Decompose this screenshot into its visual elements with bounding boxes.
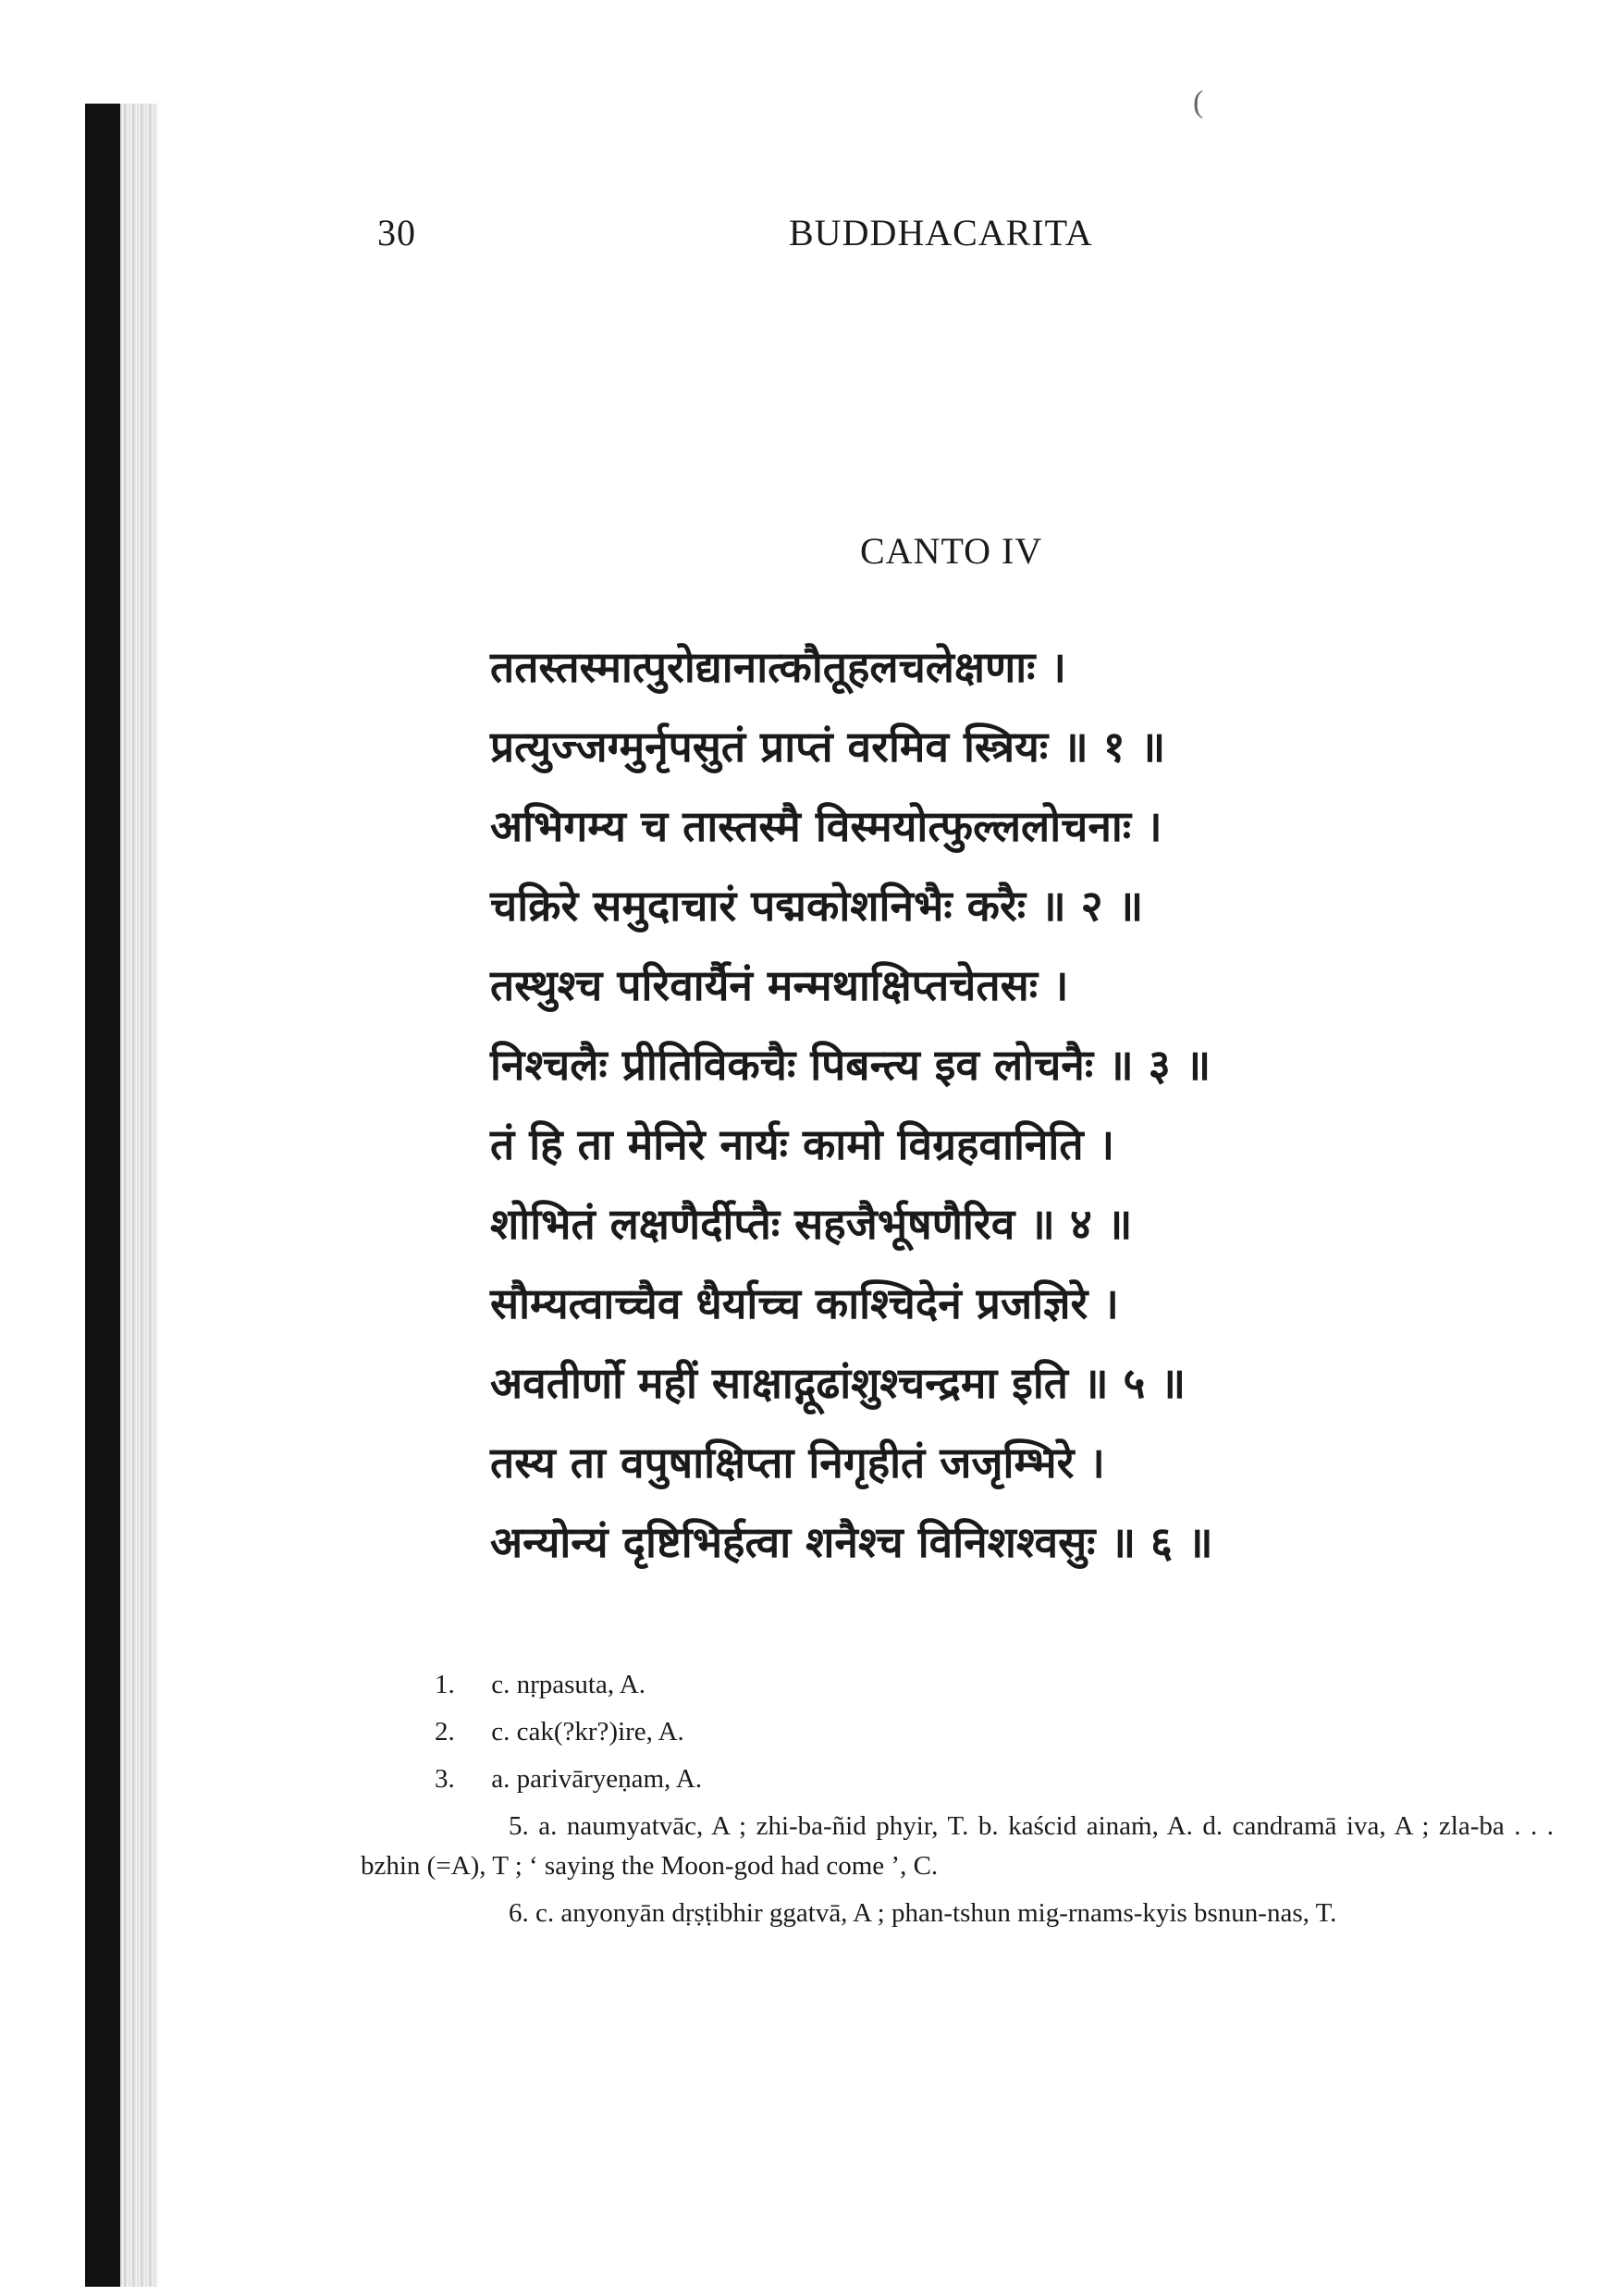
canto-title: CANTO IV — [860, 530, 1043, 572]
stray-mark: ( — [1193, 85, 1204, 119]
footnote — [361, 1807, 1554, 1886]
footnotes — [361, 1665, 1554, 1941]
footnote-text: c. anyonyān dṛṣṭibhir ggatvā, A ; phan-tshun mig-rnams-kyis bsnun-nas, T. — [535, 1898, 1337, 1928]
verse-line: तं हि ता मेनिरे नार्यः कामो विग्रहवानिति । — [490, 1119, 1115, 1169]
footnote — [361, 1665, 1554, 1705]
verse-line: निश्चलैः प्रीतिविकचैः पिबन्त्य इव लोचनैः ॥ ३ ॥ — [490, 1040, 1211, 1090]
footnote-number: 3. — [435, 1764, 455, 1794]
footnote-text: a. naumyatvāc, A ; zhi-ba-ñid phyir, T. b. kaścid ainaṁ, A. d. candramā iva, A ; zla-ba . . . bzhin (=A), T ; ‘ saying the Moon-god had come ’, C. — [361, 1811, 1554, 1881]
footnote-text: c. cak(?kr?)ire, A. — [491, 1717, 684, 1747]
page-number: 30 — [377, 212, 416, 253]
verse-line: तस्य ता वपुषाक्षिप्ता निगृहीतं जजृम्भिरे । — [490, 1438, 1105, 1487]
verse-line: प्रत्युज्जग्मुर्नृपसुतं प्राप्तं वरमिव स्त्रियः ॥ १ ॥ — [490, 722, 1166, 772]
verse-line: ततस्तस्मात्पुरोद्यानात्कौतूहलचलेक्षणाः । — [490, 642, 1066, 692]
verse-line: सौम्यत्वाच्चैव धैर्याच्च काश्चिदेनं प्रजज्ञिरे । — [490, 1278, 1119, 1328]
footnote-number: 6. — [509, 1898, 529, 1928]
verse-line: अन्योन्यं दृष्टिभिर्हत्वा शनैश्च विनिशश्वसुः ॥ ६ ॥ — [490, 1517, 1213, 1567]
binding-edge — [85, 104, 120, 2287]
verse-line: चक्रिरे समुदाचारं पद्मकोशनिभैः करैः ॥ २ ॥ — [490, 881, 1144, 931]
footnote — [361, 1759, 1554, 1799]
binding-shadow — [120, 104, 157, 2287]
footnote-text: a. parivāryeṇam, A. — [491, 1764, 703, 1794]
footnote — [361, 1894, 1554, 1933]
verse-line: तस्थुश्च परिवार्यैनं मन्मथाक्षिप्तचेतसः । — [490, 960, 1069, 1010]
running-title: BUDDHACARITA — [789, 212, 1093, 253]
footnote-number: 1. — [435, 1670, 455, 1699]
footnote-number: 2. — [435, 1717, 455, 1747]
footnote-text: c. nṛpasuta, A. — [491, 1670, 646, 1699]
footnote-number: 5. — [509, 1811, 529, 1841]
verse-block — [490, 627, 1452, 1582]
footnote — [361, 1712, 1554, 1752]
verse-line: अवतीर्णो महीं साक्षाद्गूढांशुश्चन्द्रमा इति ॥ ५ ॥ — [490, 1358, 1187, 1408]
verse-line: अभिगम्य च तास्तस्मै विस्मयोत्फुल्ललोचनाः । — [490, 801, 1162, 851]
verse-line: शोभितं लक्षणैर्दीप्तैः सहजैर्भूषणैरिव ॥ ४ ॥ — [490, 1199, 1133, 1249]
